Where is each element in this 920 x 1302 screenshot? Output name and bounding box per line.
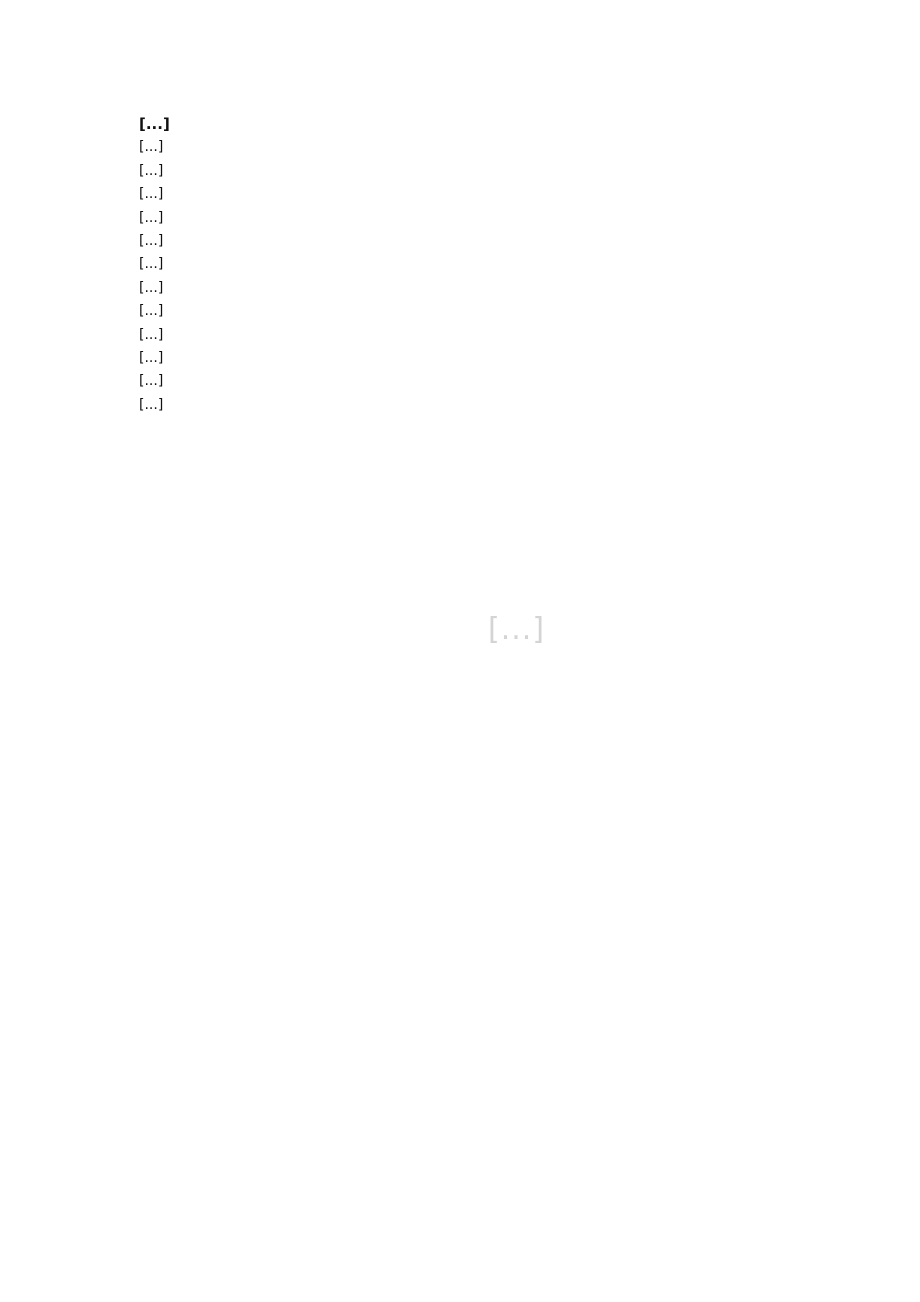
paragraph-necessity: [...] [139,186,164,203]
paragraph-steps: [...] [139,139,164,156]
paragraph-creativity: [...] [139,256,164,273]
heading-principle-5: [...] [139,326,164,343]
document-body [139,113,784,417]
heading-basic-principles: [...] [139,373,164,390]
paragraph-feasibility: [...] [139,303,164,320]
heading-principles: [...] [139,162,164,179]
heading-principle-4: [...] [139,279,164,296]
heading-principle-3: [...] [139,233,164,250]
question-title: [...] [139,115,170,133]
watermark: [...] [488,612,546,647]
paragraph-basic-principles: [...] [139,396,164,413]
paragraph-interest: [...] [139,350,164,367]
paragraph-scientific: [...] [139,209,164,226]
